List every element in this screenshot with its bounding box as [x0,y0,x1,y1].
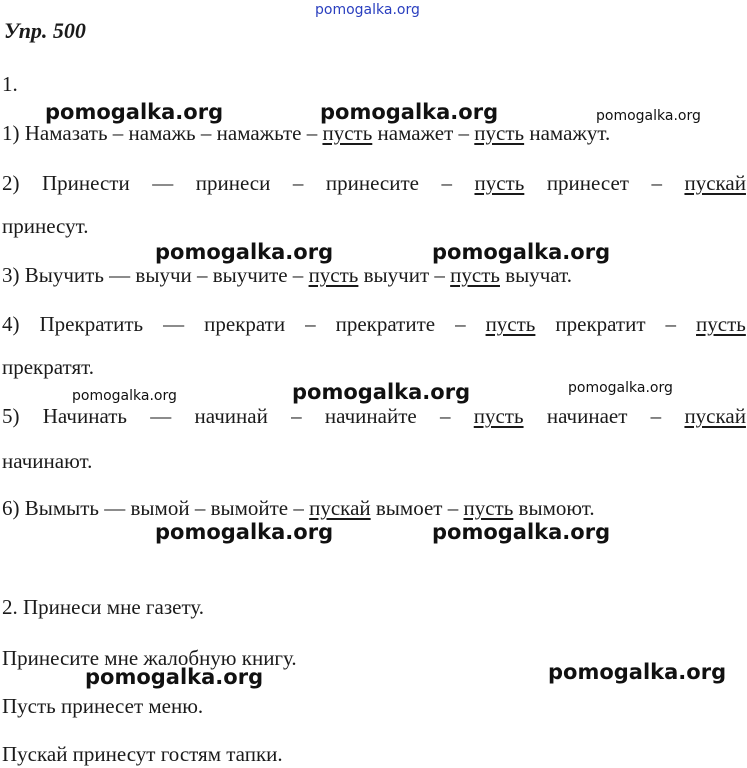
part2-line: 2. Принеси мне газету. [2,595,204,619]
item-text: 2) [2,171,20,195]
watermark: pomogalka.org [72,388,177,404]
underlined-word: пускай [309,496,371,520]
watermark-top: pomogalka.org [315,2,420,18]
watermark: pomogalka.org [320,100,499,124]
item-4-continuation: прекратят. [2,355,94,379]
underlined-word: пусть [485,312,536,336]
part2-line: Пускай принесут гостям тапки. [2,742,283,766]
item-text: 6) Вымыть — вымой – вымойте – [2,496,310,520]
watermark: pomogalka.org [85,665,264,689]
watermark: pomogalka.org [432,520,611,544]
item-text: Принести [42,171,130,195]
item-text: намажет – [372,121,475,145]
watermark: pomogalka.org [432,240,611,264]
item-3 [2,263,572,288]
item-1 [2,121,610,146]
underlined-word: пусть [450,263,500,287]
item-text: вымоет – [370,496,464,520]
item-5: 5) Начинать — начинай – начинайте – пусть начинает – пускай [2,404,746,428]
item-text: 1) Намазать – намажь – намажьте – [2,121,323,145]
watermark: pomogalka.org [596,108,701,124]
underlined-word: пускай [684,404,746,428]
item-text: вымоют. [513,496,595,520]
underlined-word: пусть [463,496,514,520]
watermark: pomogalka.org [548,660,727,684]
watermark: pomogalka.org [292,380,471,404]
underlined-word: пусть [308,263,359,287]
underlined-word: пусть [474,121,525,145]
item-2-continuation: принесут. [2,214,89,238]
underlined-word: пусть [322,121,373,145]
underlined-word: пускай [684,171,746,195]
watermark: pomogalka.org [45,100,224,124]
item-2: 2) Принести — принеси – принесите – пусть принесет – пускай [2,171,746,195]
exercise-title: Упр. 500 [4,18,86,43]
underlined-word: пусть [473,404,524,428]
watermark: pomogalka.org [155,240,334,264]
item-5-continuation: начинают. [2,449,93,473]
watermark: pomogalka.org [568,380,673,396]
item-6 [2,496,595,521]
item-4: 4) Прекратить — прекрати – прекратите – пусть прекратит – пусть [2,312,746,336]
item-text: 3) Выучить — выучи – выучите – [2,263,309,287]
item-text: намажут. [524,121,611,145]
underlined-word: пусть [474,171,525,195]
item-text: выучат. [499,263,572,287]
watermark: pomogalka.org [155,520,334,544]
item-text: выучит – [358,263,451,287]
part2-line: Принесите мне жалобную книгу. [2,646,297,670]
part1-number: 1. [2,72,18,96]
part2-line: Пусть принесет меню. [2,694,204,718]
underlined-word: пусть [696,312,746,336]
